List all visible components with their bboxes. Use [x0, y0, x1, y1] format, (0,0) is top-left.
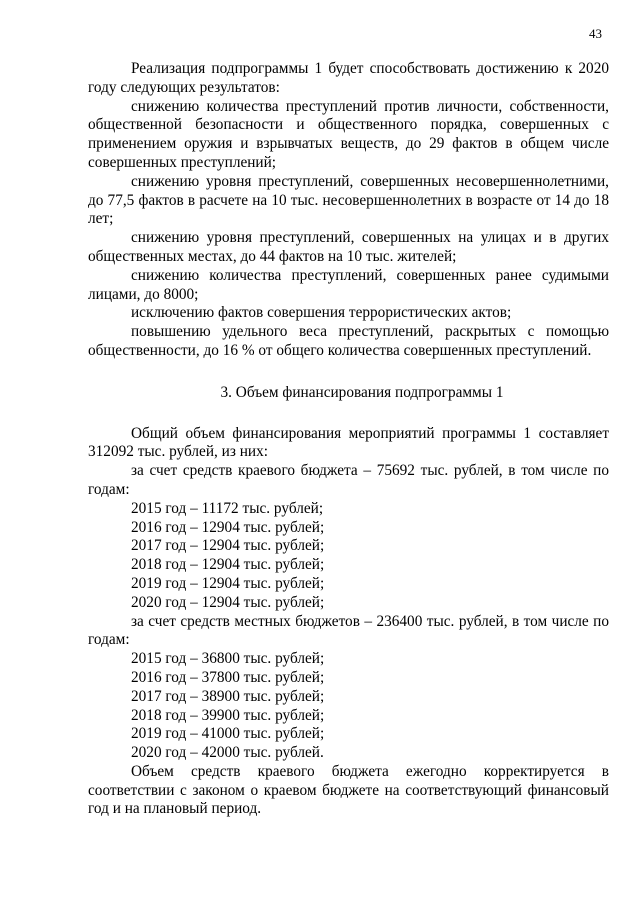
result-item: снижению уровня преступлений, совершенных несовершеннолетними, до 77,5 фактов в расчете на 10 тыс. несовершеннолетних в возрасте от 14 до 18 лет; — [88, 172, 609, 228]
financing-intro-paragraph: Общий объем финансирования мероприятий программы 1 составляет 312092 тыс. рублей, из них: — [88, 424, 609, 461]
regional-budget-paragraph: за счет средств краевого бюджета – 75692 тыс. рублей, в том числе по годам: — [88, 462, 609, 498]
regional-year-item: 2016 год – 12904 тыс. рублей; — [131, 518, 325, 536]
regional-year-item: 2020 год – 12904 тыс. рублей; — [131, 593, 325, 611]
result-item: снижению уровня преступлений, совершенных на улицах и в других общественных местах, до 44 фактов на 10 тыс. жителей; — [88, 229, 609, 265]
result-item: снижению количества преступлений против личности, собственности, общественной безопасности и общественного порядка, совершенных с применением оружия и взрывчатых веществ, до 29 фактов в общем числе совершенных преступлений; — [88, 97, 609, 171]
local-budget-paragraph: за счет средств местных бюджетов – 236400 тыс. рублей, в том числе по годам: — [88, 612, 609, 649]
local-year-item: 2019 год – 41000 тыс. рублей; — [131, 725, 325, 743]
local-year-item: 2017 год – 38900 тыс. рублей; — [131, 687, 325, 705]
regional-year-item: 2019 год – 12904 тыс. рублей; — [131, 574, 325, 592]
page-number: 43 — [589, 26, 602, 41]
local-year-item: 2015 год – 36800 тыс. рублей; — [131, 650, 325, 668]
regional-year-item: 2018 год – 12904 тыс. рублей; — [131, 556, 325, 574]
closing-paragraph: Объем средств краевого бюджета ежегодно корректируется в соответствии с законом о краевом бюджете на соответствующий финансовый год и на плановый период. — [88, 762, 609, 818]
regional-year-item: 2017 год – 12904 тыс. рублей; — [131, 537, 325, 555]
local-year-item: 2016 год – 37800 тыс. рублей; — [131, 668, 325, 686]
regional-year-item: 2015 год – 11172 тыс. рублей; — [131, 499, 324, 517]
result-item: снижению количества преступлений, совершенных ранее судимыми лицами, до 8000; — [88, 266, 609, 303]
result-item: исключению фактов совершения террористических актов; — [131, 304, 512, 322]
local-year-item: 2020 год – 42000 тыс. рублей. — [131, 744, 324, 762]
results-intro-paragraph: Реализация подпрограммы 1 будет способствовать достижению к 2020 году следующих результатов: — [88, 60, 609, 96]
result-item: повышению удельного веса преступлений, раскрытых с помощью общественности, до 16 % от общего количества совершенных преступлений. — [88, 323, 609, 359]
section-heading: 3. Объем финансирования подпрограммы 1 — [220, 383, 504, 401]
document-body — [88, 60, 609, 819]
local-year-item: 2018 год – 39900 тыс. рублей; — [131, 706, 325, 724]
